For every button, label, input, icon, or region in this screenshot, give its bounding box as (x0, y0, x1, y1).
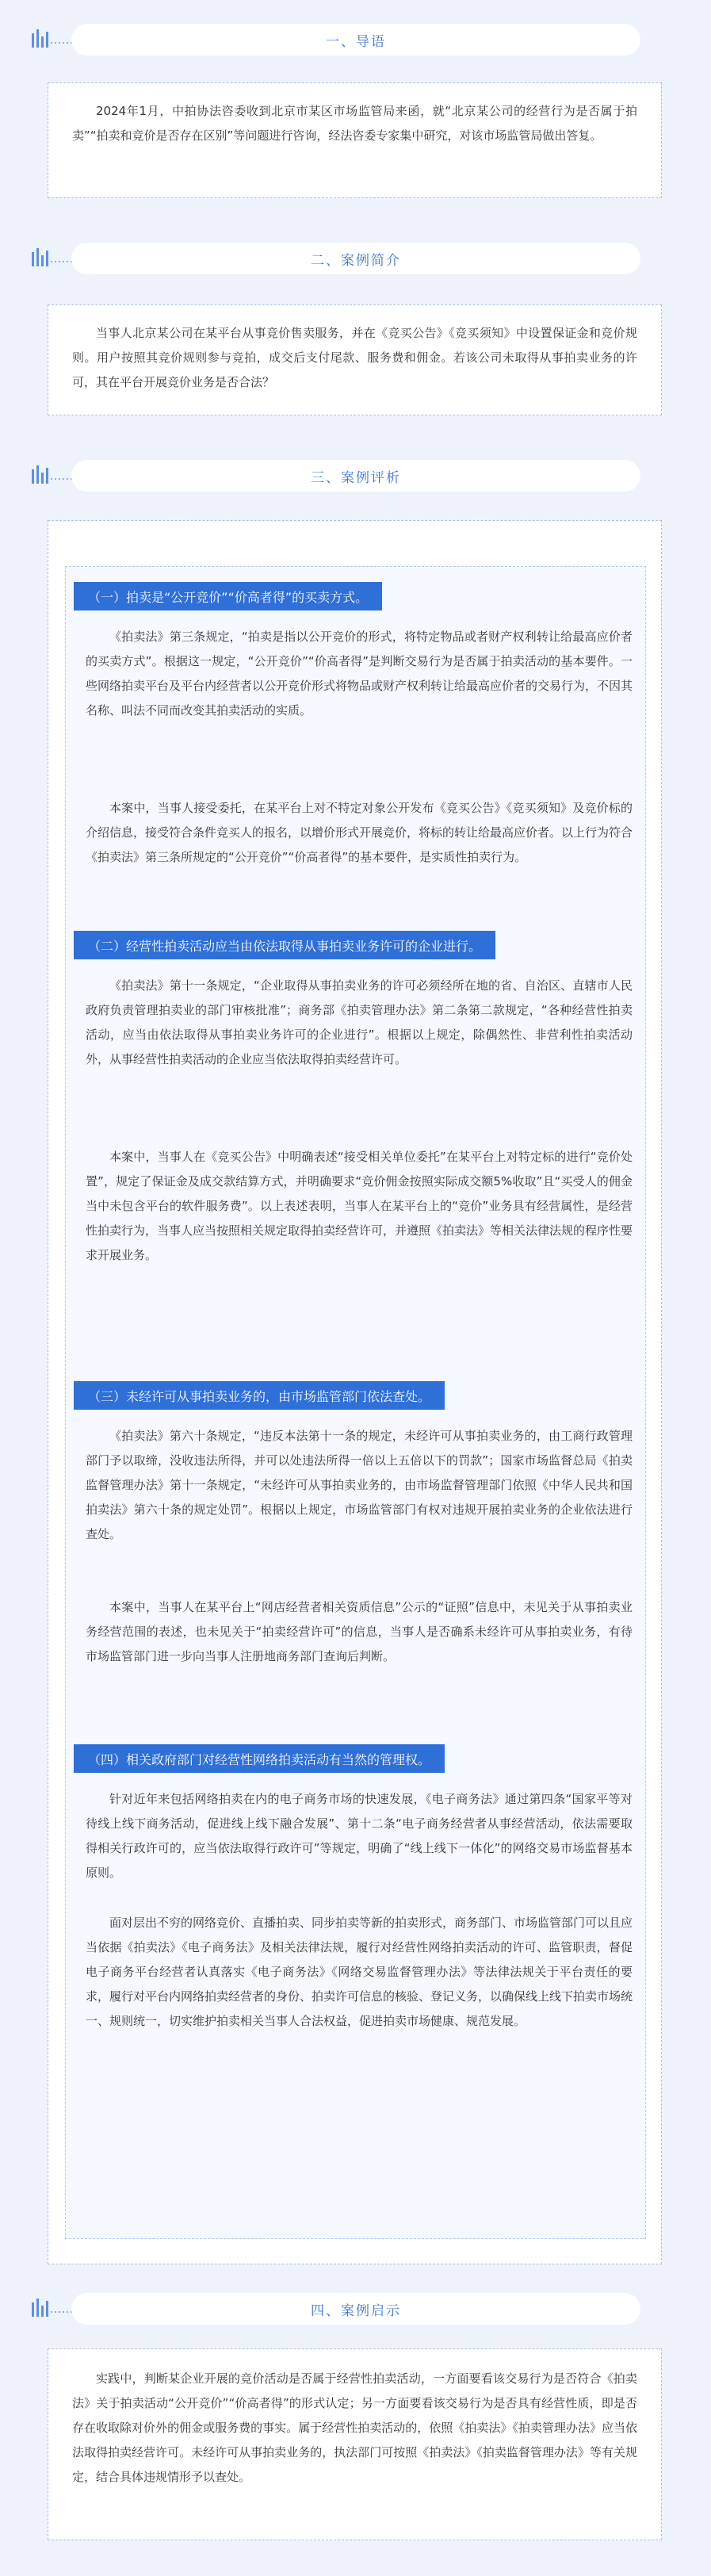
subsection-heading: （二）经营性拍卖活动应当由依法取得从事拍卖业务许可的企业进行。 (74, 931, 495, 959)
section-title: 三、案例评析 (71, 460, 640, 492)
paragraph: 2024年1月，中拍协法咨委收到北京市某区市场监管局来函，就“北京某公司的经营行为是否属于拍卖”“拍卖和竞价是否存在区别”等问题进行咨询，经法咨委专家集中研究，对该市场监管局做出答复。 (72, 104, 637, 143)
subsection-heading: （四）相关政府部门对经营性网络拍卖活动有当然的管理权。 (74, 1744, 445, 1773)
section-header-analysis (24, 457, 640, 493)
paragraph: 本案中，当事人在某平台上“网店经营者相关资质信息”公示的“证照”信息中，未见关于从事拍卖业务经营范围的表述，也未见关于“拍卖经营许可”的信息，当事人是否确系未经许可从事拍卖业务，有待市场监管部门进一步向当事人注册地商务部门查询后判断。 (86, 1600, 633, 1663)
section-header-intro (24, 21, 640, 57)
section-title: 二、案例简介 (71, 243, 640, 274)
paragraph: 实践中，判断某企业开展的竞价活动是否属于经营性拍卖活动，一方面要看该交易行为是否符合《拍卖法》关于拍卖活动“公开竞价”“价高者得”的形式认定；另一方面要看该交易行为是否具有经营性质，即是否存在收取除对价外的佣金或服务费的事实。属于经营性拍卖活动的，依照《拍卖法》《拍卖管理办法》应当依法取得拍卖经营许可。未经许可从事拍卖业务的，执法部门可按照《拍卖法》《拍卖监督管理办法》等有关规定，结合具体违规情形予以查处。 (72, 2371, 637, 2484)
paragraph: 《拍卖法》第十一条规定，“企业取得从事拍卖业务的许可必须经所在地的省、自治区、直辖市人民政府负责管理拍卖业的部门审核批准”；商务部《拍卖管理办法》第二条第二款规定，“各种经营性拍卖活动，应当由依法取得从事拍卖业务许可的企业进行”。根据以上规定，除偶然性、非营利性拍卖活动外，从事经营性拍卖活动的企业应当依法取得拍卖经营许可。 (86, 978, 633, 1066)
paragraph: 《拍卖法》第三条规定，“拍卖是指以公开竞价的形式，将特定物品或者财产权利转让给最高应价者的买卖方式”。根据这一规定，“公开竞价”“价高者得”是判断交易行为是否属于拍卖活动的基本要件。一些网络拍卖平台及平台内经营者以公开竞价形式将物品或财产权利转让给最高应价者的交易行为，不因其名称、叫法不同而改变其拍卖活动的实质。 (86, 630, 633, 718)
section-box-case (48, 304, 662, 415)
paragraph: 针对近年来包括网络拍卖在内的电子商务市场的快速发展，《电子商务法》通过第四条“国家平等对待线上线下商务活动，促进线上线下融合发展”、第十二条“电子商务经营者从事经营活动，依法需要取得相关行政许可的，应当依法取得行政许可”等规定，明确了“线上线下一体化”的网络交易市场监督基本原则。 (86, 1792, 633, 1880)
paragraph: 《拍卖法》第六十条规定，“违反本法第十一条的规定，未经许可从事拍卖业务的，由工商行政管理部门予以取缔，没收违法所得，并可以处违法所得一倍以上五倍以下的罚款”；国家市场监督总局《拍卖监督管理办法》第十一条规定，“未经许可从事拍卖业务的，由市场监督管理部门依照《中华人民共和国拍卖法》第六十条的规定处罚”。根据以上规定，市场监管部门有权对违规开展拍卖业务的企业依法进行查处。 (86, 1429, 633, 1541)
section-header-case (24, 239, 640, 276)
section-title: 一、导语 (71, 24, 640, 56)
section-box-intro (48, 82, 662, 198)
subsection-heading: （三）未经许可从事拍卖业务的，由市场监管部门依法查处。 (74, 1381, 445, 1410)
paragraph: 面对层出不穷的网络竞价、直播拍卖、同步拍卖等新的拍卖形式，商务部门、市场监管部门可以且应当依据《拍卖法》《电子商务法》及相关法律法规，履行对经营性网络拍卖活动的许可、监管职责，督促电子商务平台经营者认真落实《电子商务法》《网络交易监督管理办法》等法律法规关于平台责任的要求，履行对平台内网络拍卖经营者的身份、拍卖许可信息的核验、登记义务，以确保线上线下拍卖市场统一、规则统一，切实维护拍卖相关当事人合法权益，促进拍卖市场健康、规范发展。 (86, 1916, 633, 2028)
paragraph: 当事人北京某公司在某平台从事竞价售卖服务，并在《竞买公告》《竞买须知》中设置保证金和竞价规则。用户按照其竞价规则参与竞拍，成交后支付尾款、服务费和佣金。若该公司未取得从事拍卖业务的许可，其在平台开展竞价业务是否合法？ (72, 326, 637, 389)
section-title: 四、案例启示 (71, 2293, 640, 2325)
subsection-heading: （一）拍卖是“公开竞价”“价高者得”的买卖方式。 (74, 582, 382, 611)
paragraph: 本案中，当事人接受委托，在某平台上对不特定对象公开发布《竞买公告》《竞买须知》及竞价标的介绍信息，接受符合条件竞买人的报名，以增价形式开展竞价，将标的转让给最高应价者。以上行为符合《拍卖法》第三条所规定的“公开竞价”“价高者得”的基本要件，是实质性拍卖行为。 (86, 801, 633, 864)
section-box-insights (48, 2348, 662, 2540)
paragraph: 本案中，当事人在《竞买公告》中明确表述“接受相关单位委托”在某平台上对特定标的进行“竞价处置”，规定了保证金及成交款结算方式，并明确要求“竞价佣金按照实际成交额5%收取”且“买受人的佣金当中未包含平台的软件服务费”。以上表述表明，当事人在某平台上的“竞价”业务具有经营属性，是经营性拍卖行为，当事人应当按照相关规定取得拍卖经营许可，并遵照《拍卖法》等相关法律法规的程序性要求开展业务。 (86, 1150, 633, 1262)
section-header-insights (24, 2290, 640, 2326)
